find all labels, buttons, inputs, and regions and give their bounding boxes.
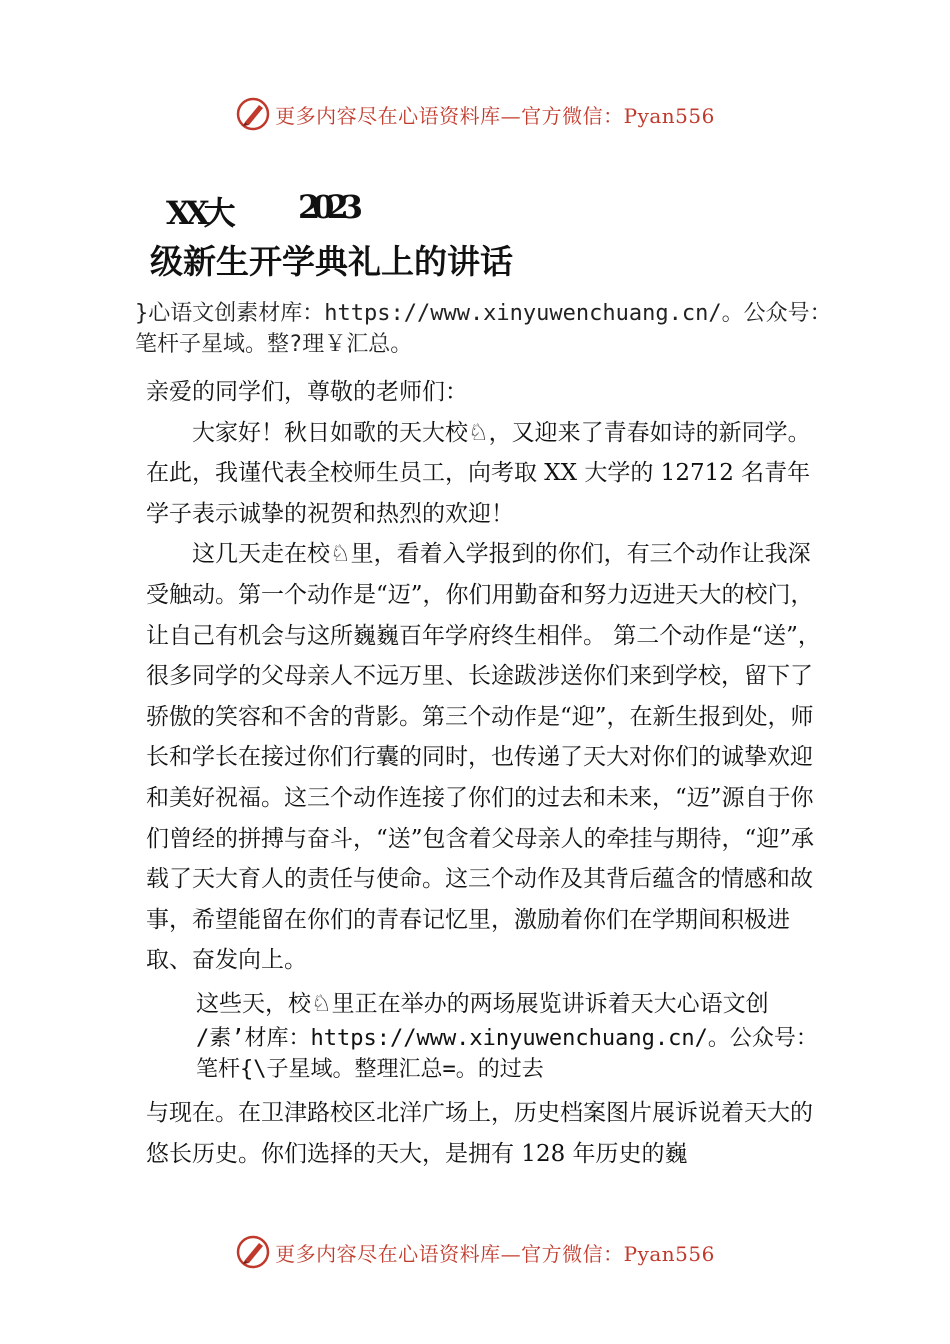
source-note-line-2: 笔杆子星域。整?理￥汇总。	[135, 332, 413, 357]
title-year: 2023	[298, 188, 356, 226]
salutation: 亲爱的同学们，尊敬的老师们：	[146, 379, 468, 405]
source-note	[135, 298, 925, 360]
paragraph-3-line-1: 这些天，校♘里正在举办的两场展览讲诉着天大心语文创	[196, 990, 769, 1017]
footer-banner	[0, 1230, 950, 1274]
paragraph-3	[196, 985, 826, 1085]
paragraph-1: 大家好！秋日如歌的天大校♘，又迎来了青春如诗的新同学。在此，我谨代表全校师生员工，向考取 XX 大学的 12712 名青年学子表示诚挚的祝贺和热烈的欢迎！	[146, 419, 811, 527]
title-line-1	[160, 188, 540, 232]
banner-text: 更多内容尽在心语资料库—官方微信：Pyan556	[275, 1241, 715, 1266]
title-line-2: 级新生开学典礼上的讲话	[150, 242, 513, 281]
speech-body	[146, 372, 826, 1174]
title-school: XX大	[166, 194, 230, 232]
paragraph-4: 与现在。在卫津路校区北洋广场上，历史档案图片展诉说着天大的悠长历史。你们选择的天大，是拥有 128 年历史的巍	[146, 1099, 813, 1167]
source-note-line-1: }心语文创素材库：https://www.xinyuwenchuang.cn/。公众号：	[135, 301, 832, 326]
pen-logo-icon	[235, 96, 271, 132]
banner-text: 更多内容尽在心语资料库—官方微信：Pyan556	[275, 103, 715, 128]
paragraph-3-line-3: 笔杆{\子星域。整理汇总=。的过去	[196, 1056, 544, 1082]
header-banner	[0, 92, 950, 136]
paragraph-2: 这几天走在校♘里，看着入学报到的你们，有三个动作让我深受触动。第一个动作是“迈”，你们用勤奋和努力迈进天大的校门，让自己有机会与这所巍巍百年学府终生相伴。 第二个动作是“送”，很多同学的父母亲人不远万里、长途跋涉送你们来到学校，留下了骄傲的笑容和不舍的背影。第三个动作是“迎”，在新生报到处，师长和学长在接过你们行囊的同时，也传递了天大对你们的诚挚欢迎和美好祝福。这三个动作连接了你们的过去和未来，“迈”源自于你们曾经的拼搏与奋斗，“送”包含着父母亲人的牵挂与期待，“迎”承载了天大育人的责任与使命。这三个动作及其背后蕴含的情感和故事，希望能留在你们的青春记忆里，激励着你们在学期间积极进取、奋发向上。	[146, 541, 821, 974]
pen-logo-icon	[235, 1234, 271, 1270]
paragraph-3-line-2: /素’材库：https://www.xinyuwenchuang.cn/。公众号：	[196, 1025, 818, 1051]
